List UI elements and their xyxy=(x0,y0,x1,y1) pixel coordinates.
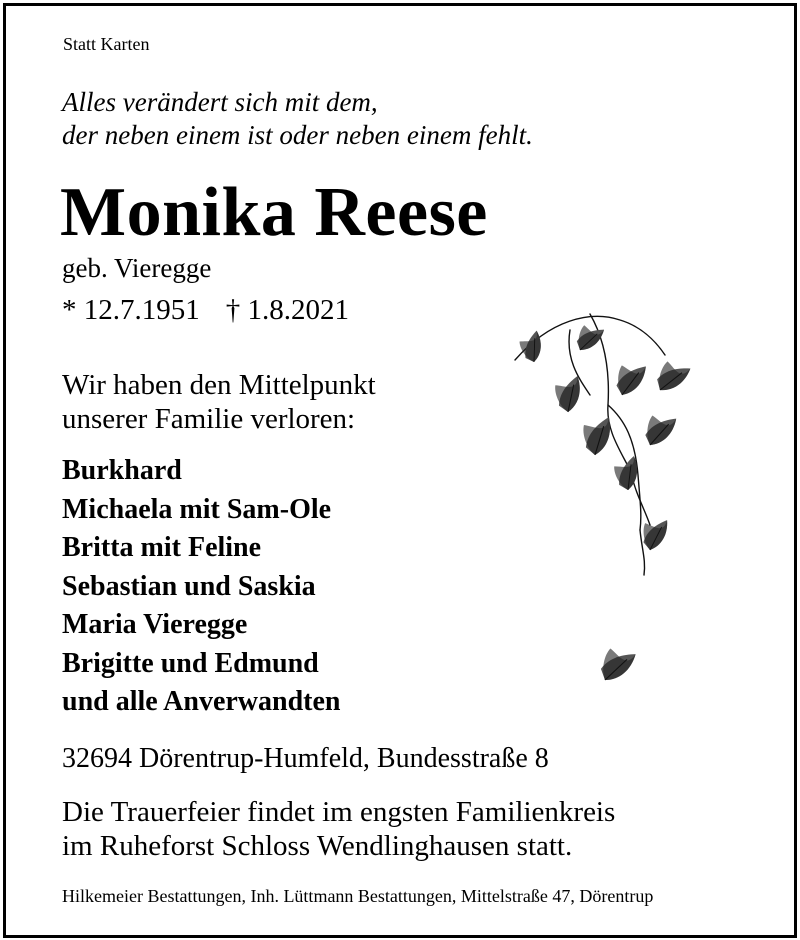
mourner: Britta mit Feline xyxy=(62,532,262,563)
life-dates xyxy=(62,296,349,325)
mourners-list xyxy=(62,457,341,727)
quote-line-2: der neben einem ist oder neben einem fehlt. xyxy=(62,120,533,150)
funeral-home: Hilkemeier Bestattungen, Inh. Lüttmann Bestattungen, Mittelstraße 47, Dörentrup xyxy=(62,886,654,906)
mourner: und alle Anverwandten xyxy=(62,686,341,717)
funeral-notice xyxy=(62,795,615,863)
mourner: Sebastian und Saskia xyxy=(62,570,316,602)
quote xyxy=(62,86,533,152)
death-date: † 1.8.2021 xyxy=(225,294,349,326)
deceased-name: Monika Reese xyxy=(60,174,488,251)
lead-line-1: Wir haben den Mittelpunkt xyxy=(62,369,376,401)
notice-line-1: Die Trauerfeier findet im engsten Familienkreis xyxy=(62,796,616,828)
quote-line-1: Alles verändert sich mit dem, xyxy=(62,87,378,117)
birth-date: * 12.7.1951 xyxy=(62,294,200,326)
notice-line-2: im Ruheforst Schloss Wendlinghausen statt. xyxy=(62,830,573,862)
mourner: Brigitte und Edmund xyxy=(62,647,319,679)
maiden-name: geb. Vieregge xyxy=(62,253,212,283)
birch-branch-icon xyxy=(510,300,710,700)
mourner: Maria Vieregge xyxy=(62,609,248,640)
address: 32694 Dörentrup-Humfeld, Bundesstraße 8 xyxy=(62,743,549,774)
lead-text xyxy=(62,368,376,436)
header-label: Statt Karten xyxy=(63,34,150,54)
mourner: Michaela mit Sam-Ole xyxy=(62,493,332,525)
mourner: Burkhard xyxy=(62,455,182,486)
lead-line-2: unserer Familie verloren: xyxy=(62,403,356,435)
